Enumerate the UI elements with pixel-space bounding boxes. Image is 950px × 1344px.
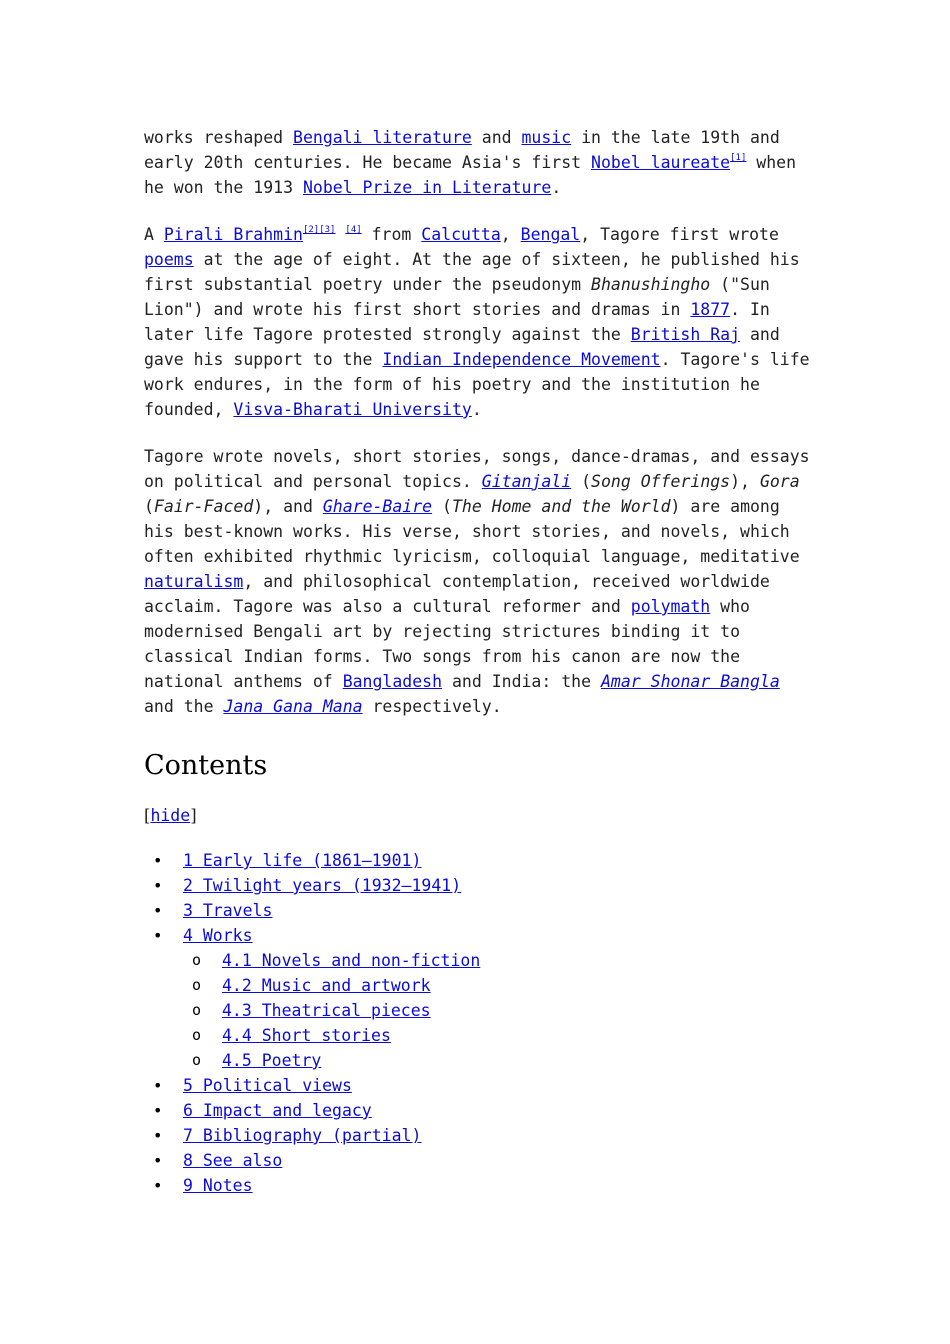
toc-sublist [183,948,814,1073]
bullet-icon: • [153,1076,163,1095]
bullet-icon: • [153,926,163,945]
link-nobel-laureate[interactable]: Nobel laureate [591,153,731,172]
pseudonym: Bhanushingho [591,275,711,294]
citation-2-3[interactable]: [2][3] [302,225,336,235]
bracket-open: [ [144,806,151,825]
text: at the age of eight. At the age of sixteen, he published his first substantial poetry under the pseudonym [144,250,800,294]
italic-text: Song Offerings [591,472,731,491]
toc-link-works[interactable]: 4 Works [183,926,253,945]
table-of-contents [144,848,814,1198]
italic-text: Gora [759,472,800,491]
link-naturalism[interactable]: naturalism [144,572,244,591]
text: . In later life Tagore protested strongly against the [144,300,770,344]
link-1877[interactable]: 1877 [690,300,731,319]
bullet-icon: • [153,1176,163,1195]
circle-bullet-icon: o [192,1026,202,1044]
text: . Tagore's life work endures, in the form of his poetry and the institution he founded, [144,350,810,419]
toc-subitem [183,948,814,973]
text: when he won the 1913 [144,153,797,197]
toc-link-novels[interactable]: 4.1 Novels and non-fiction [222,951,481,970]
contents-heading: Contents [144,750,268,781]
toc-subitem [183,1023,814,1048]
toc-subitem [183,998,814,1023]
text: ), and [253,497,323,516]
toc-link-bibliography[interactable]: 7 Bibliography (partial) [183,1126,422,1145]
link-text: Gitanjali [481,472,572,491]
italic-text: Fair-Faced [153,497,254,516]
toc-item [144,848,814,873]
intro-paragraph-1 [144,125,814,200]
link-british-raj[interactable]: British Raj [630,325,741,344]
bullet-icon: • [153,1126,163,1145]
link-poems[interactable]: poems [144,250,194,269]
text: works reshaped [144,128,294,147]
text: ( [144,497,154,516]
toc-item [144,923,814,1073]
text: A [144,225,164,244]
link-gitanjali[interactable] [482,472,571,491]
text: who modernised Bengali art by rejecting strictures binding it to classical Indian forms. Two songs from his canon are now the national anthems of [144,597,750,691]
bullet-icon: • [153,1151,163,1170]
citation-4[interactable]: [4] [345,225,362,235]
bullet-icon: • [153,901,163,920]
text: Tagore wrote novels, short stories, songs, dance-dramas, and essays on political and personal topics. [144,447,810,491]
bullet-icon: • [153,876,163,895]
toc-item [144,898,814,923]
link-bengal[interactable]: Bengal [520,225,581,244]
toc-link-impact-legacy[interactable]: 6 Impact and legacy [183,1101,372,1120]
italic-text: The Home and the World [451,497,671,516]
circle-bullet-icon: o [192,951,202,969]
toc-item [144,1148,814,1173]
text: , and philosophical contemplation, received worldwide acclaim. Tagore was also a cultural reformer and [144,572,770,616]
text: and [471,128,522,147]
toc-item [144,1098,814,1123]
link-text: Jana Gana Mana [223,697,363,716]
toc-toggle [144,803,814,828]
toc-link-twilight-years[interactable]: 2 Twilight years (1932–1941) [183,876,462,895]
text: . [551,178,562,197]
link-calcutta[interactable]: Calcutta [421,225,501,244]
link-ghare-baire[interactable] [323,497,432,516]
toc-item [144,1073,814,1098]
circle-bullet-icon: o [192,1001,202,1019]
text [335,225,345,244]
text: ( [432,497,452,516]
toc-link-short-stories[interactable]: 4.4 Short stories [222,1026,391,1045]
circle-bullet-icon: o [192,1051,202,1069]
link-jana-gana-mana[interactable] [223,697,362,716]
text: ), [730,472,760,491]
link-pirali-brahmin[interactable]: Pirali Brahmin [163,225,303,244]
text: ( [571,472,592,491]
toc-link-theatrical-pieces[interactable]: 4.3 Theatrical pieces [222,1001,431,1020]
link-text: Amar Shonar Bangla [600,672,780,691]
link-text: Ghare-Baire [322,497,433,516]
text: , [500,225,521,244]
text: ("Sun Lion") and wrote his first short stories and dramas in [144,275,770,319]
intro-paragraph-3 [144,444,814,719]
toc-link-early-life[interactable]: 1 Early life (1861–1901) [183,851,422,870]
citation-1[interactable]: [1] [730,153,747,163]
link-bengali-literature[interactable]: Bengali literature [293,128,472,147]
hide-toc-link[interactable]: hide [150,806,191,825]
intro-paragraph-2 [144,222,814,422]
toc-item [144,1173,814,1198]
link-nobel-prize-literature[interactable]: Nobel Prize in Literature [302,178,552,197]
toc-item [144,873,814,898]
link-visva-bharati-university[interactable]: Visva-Bharati University [233,400,472,419]
bullet-icon: • [153,851,163,870]
text: . [471,400,482,419]
toc-link-music-artwork[interactable]: 4.2 Music and artwork [222,976,431,995]
toc-link-notes[interactable]: 9 Notes [183,1176,253,1195]
text: and gave his support to the [144,325,780,369]
toc-link-see-also[interactable]: 8 See also [183,1151,283,1170]
circle-bullet-icon: o [192,976,202,994]
text: in the late 19th and early 20th centuries. He became Asia's first [144,128,780,172]
link-amar-shonar-bangla[interactable] [601,672,780,691]
toc-subitem [183,973,814,998]
article-body [144,125,814,1198]
link-bangladesh[interactable]: Bangladesh [342,672,443,691]
toc-item [144,1123,814,1148]
text: ) are among his best-known works. His verse, short stories, and novels, which often exhibited rhythmic lyricism, colloquial language, meditative [144,497,800,566]
text: respectively. [362,697,502,716]
text: from [361,225,422,244]
toc-subitem [183,1048,814,1073]
toc-link-political-views[interactable]: 5 Political views [183,1076,352,1095]
bullet-icon: • [153,1101,163,1120]
bracket-close: ] [190,806,197,825]
link-indian-independence-movement[interactable]: Indian Independence Movement [382,350,661,369]
text: , Tagore first wrote [580,225,779,244]
text: and India: the [442,672,601,691]
toc-link-travels[interactable]: 3 Travels [183,901,273,920]
link-music[interactable]: music [521,128,572,147]
toc-link-poetry[interactable]: 4.5 Poetry [222,1051,322,1070]
text: and the [144,697,224,716]
link-polymath[interactable]: polymath [630,597,711,616]
